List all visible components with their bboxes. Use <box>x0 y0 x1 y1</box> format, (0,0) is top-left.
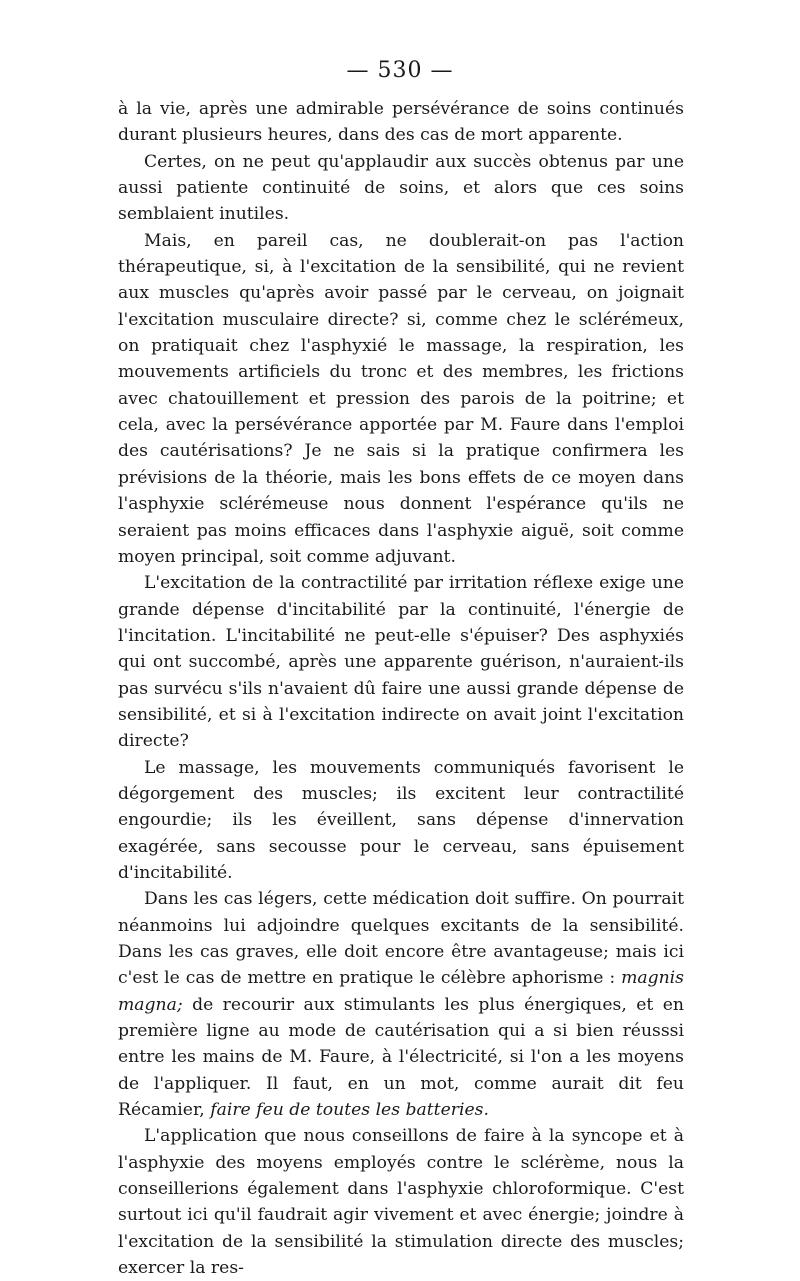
paragraph-7: L'application que nous conseillons de faire à la syncope et à l'asphyxie des moyens employés contre le sclérème, nous la conseillerions également dans l'asphyxie chloroformique. C'est surtout ici qu'il faudrait agir vivement et avec énergie; joindre à l'excitation de la sensibilité la stimulation directe des muscles; exercer la res- <box>118 1126 684 1279</box>
paragraph-4: L'excitation de la contractilité par irritation réflexe exige une grande dépense d'incitabilité par la continuité, l'énergie de l'incitation. L'incitabilité ne peut-elle s'épuiser? Des asphyxiés qui ont succombé, après une apparente guérison, n'auraient-ils pas survécu s'ils n'avaient dû faire une aussi grande dépense de sensibilité, et si à l'excitation indirecte on avait joint l'excitation directe? <box>118 573 684 752</box>
page-number: — 530 — <box>346 58 454 83</box>
aphorism-italic: magnis magna; <box>118 968 684 1015</box>
recamier-quote-italic: faire feu de toutes les batteries. <box>210 1100 489 1121</box>
paragraph-6-text-middle: de recourir aux stimulants les plus énergiques, et en première ligne au mode de cautérisation qui a si bien réusssi entre les mains de M. Faure, à l'électricité, si l'on a les moyens de l'appliquer. Il faut, en un mot, comme aurait dit feu Récamier, <box>118 994 684 1121</box>
body-text <box>118 96 684 1281</box>
paragraph-5: Le massage, les mouvements communiqués favorisent le dégorgement des muscles; ils excitent leur contractilité engourdie; ils les éveillent, sans dépense d'innervation exagérée, sans secousse pour le cerveau, sans épuisement d'incitabilité. <box>118 757 684 883</box>
paragraph-1: à la vie, après une admirable persévérance de soins continués durant plusieurs heures, dans des cas de mort apparente. <box>118 99 684 146</box>
paragraph-6 <box>118 886 684 1123</box>
paragraph-3: Mais, en pareil cas, ne doublerait-on pas l'action thérapeutique, si, à l'excitation de la sensibilité, qui ne revient aux muscles qu'après avoir passé par le cerveau, on joignait l'excitation musculaire directe? si, comme chez le sclérémeux, on pratiquait chez l'asphyxié le massage, la respiration, les mouvements artificiels du tronc et des membres, les frictions avec chatouillement et pression des parois de la poitrine; et cela, avec la persévérance apportée par M. Faure dans l'emploi des cautérisations? Je ne sais si la pratique confirmera les prévisions de la théorie, mais les bons effets de ce moyen dans l'asphyxie sclérémeuse nous donnent l'espérance qu'ils ne seraient pas moins efficaces dans l'asphyxie aiguë, soit comme moyen principal, soit comme adjuvant. <box>118 230 684 567</box>
paragraph-6-text-before: Dans les cas légers, cette médication doit suffire. On pourrait néanmoins lui adjoindre quelques excitants de la sensibilité. Dans les cas graves, elle doit encore être avantageuse; mais ici c'est le cas de mettre en pratique le célèbre aphorisme : <box>118 889 684 989</box>
paragraph-2: Certes, on ne peut qu'applaudir aux succès obtenus par une aussi patiente continuité de soins, et alors que ces soins semblaient inutiles. <box>118 151 684 225</box>
